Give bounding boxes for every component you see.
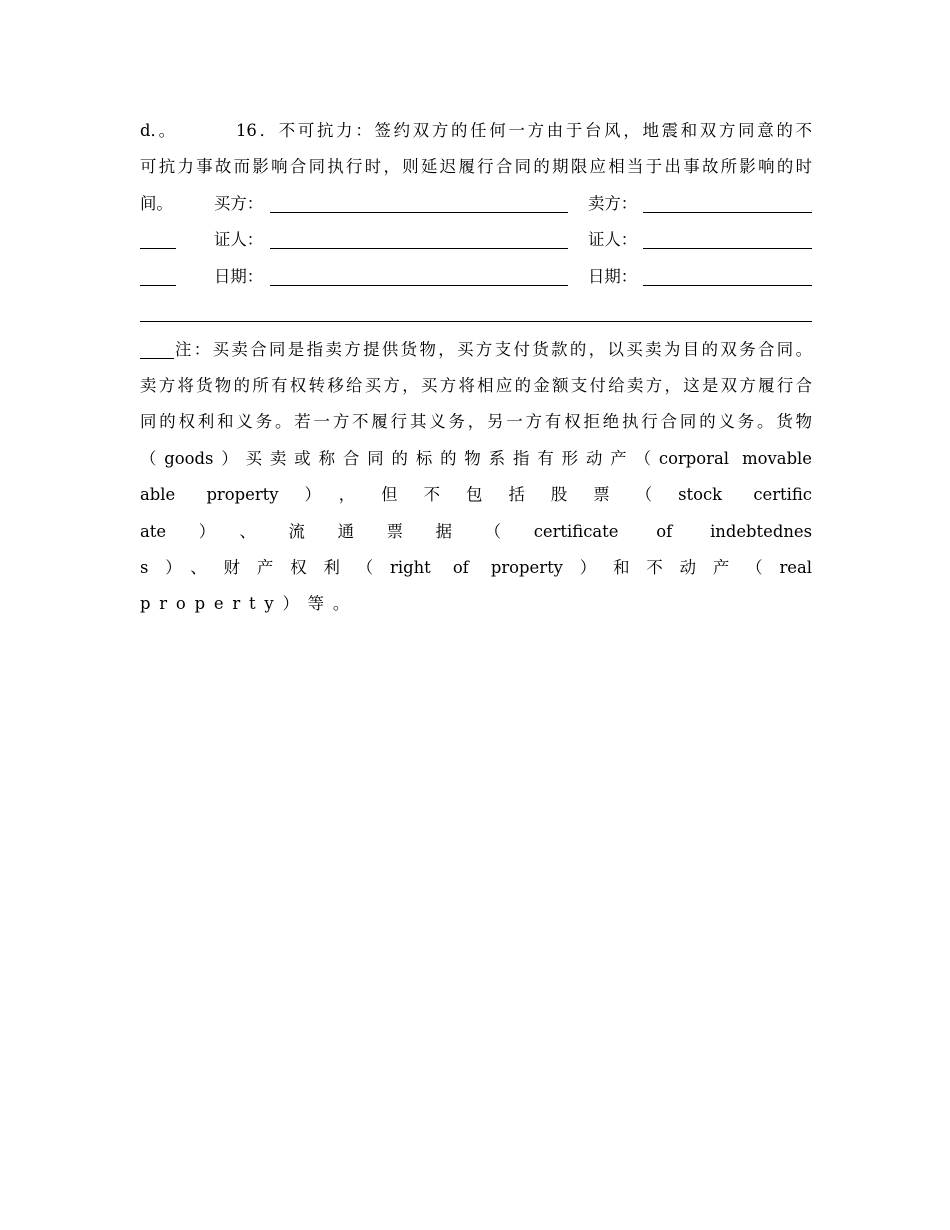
buyer-date-label: 日期： xyxy=(214,267,264,286)
seller-witness-blank xyxy=(643,248,812,249)
seller-witness-blank-continued xyxy=(140,285,176,286)
buyer-witness-label: 证人： xyxy=(214,230,264,249)
section-fragment: d．。 xyxy=(140,121,176,140)
note-line-2: 卖方将货物的所有权转移给买方，买方将相应的金额支付给卖方，这是双方履行合 xyxy=(140,376,812,395)
note-line-8: property）等。 xyxy=(140,594,359,613)
note-line-7: s）、财产权利（right of property）和不动产（real xyxy=(140,558,812,577)
force-majeure-clause-end: 间。 xyxy=(140,194,173,213)
seller-date-blank-continued xyxy=(140,321,812,322)
force-majeure-clause-line-1: 16．不可抗力：签约双方的任何一方由于台风，地震和双方同意的不 xyxy=(236,121,812,140)
seller-label: 卖方： xyxy=(588,194,638,213)
seller-date-blank xyxy=(643,285,812,286)
buyer-witness-blank xyxy=(270,248,568,249)
note-line-6: ate）、流通票据（certificate of indebtednes xyxy=(140,522,812,541)
seller-signature-blank xyxy=(643,212,812,213)
seller-signature-blank-continued xyxy=(140,248,176,249)
seller-date-blank-end xyxy=(140,358,174,359)
seller-witness-label: 证人： xyxy=(588,230,638,249)
note-line-4: （goods）买卖或称合同的标的物系指有形动产（corporal movable xyxy=(140,449,812,468)
note-line-1: 注：买卖合同是指卖方提供货物，买方支付货款的，以买卖为目的双务合同。 xyxy=(175,340,812,359)
note-line-5: able property），但不包括股票（stock certific xyxy=(140,485,812,504)
buyer-date-blank xyxy=(270,285,568,286)
note-line-3: 同的权利和义务。若一方不履行其义务，另一方有权拒绝执行合同的义务。货物 xyxy=(140,412,812,431)
buyer-signature-blank xyxy=(270,212,568,213)
force-majeure-clause-line-2: 可抗力事故而影响合同执行时，则延迟履行合同的期限应相当于出事故所影响的时 xyxy=(140,157,812,176)
buyer-label: 买方： xyxy=(214,194,264,213)
seller-date-label: 日期： xyxy=(588,267,638,286)
